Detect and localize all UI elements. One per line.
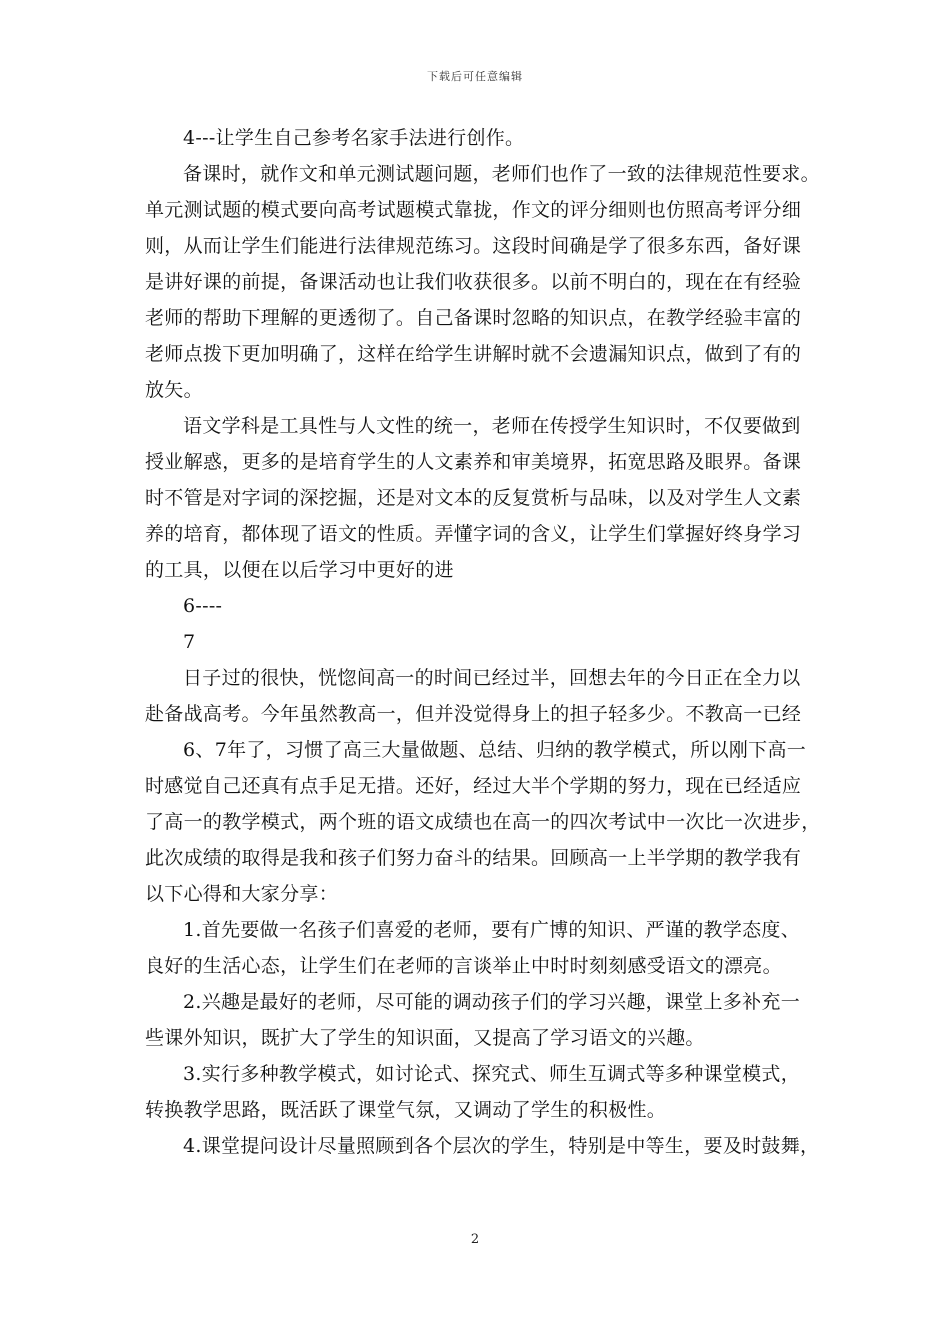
text-line: 此次成绩的取得是我和孩子们努力奋斗的结果。回顾高一上半学期的教学我有 <box>145 847 802 869</box>
text-line: 语文学科是工具性与人文性的统一，老师在传授学生知识时，不仅要做到 <box>183 415 801 437</box>
page-number: 2 <box>470 1232 480 1247</box>
text-line: 老师点拨下更加明确了，这样在给学生讲解时就不会遗漏知识点，做到了有的 <box>145 343 802 365</box>
text-line: 2.兴趣是最好的老师，尽可能的调动孩子们的学习兴趣，课堂上多补充一 <box>183 991 801 1013</box>
text-line: 时不管是对字词的深挖掘，还是对文本的反复赏析与品味，以及对学生人文素 <box>145 487 802 509</box>
text-line: 养的培育，都体现了语文的性质。弄懂字词的含义，让学生们掌握好终身学习 <box>145 523 802 545</box>
text-line: 4---让学生自己参考名家手法进行创作。 <box>183 127 525 149</box>
text-line: 赴备战高考。今年虽然教高一，但并没觉得身上的担子轻多少。不教高一已经 <box>145 703 802 725</box>
text-line: 良好的生活心态，让学生们在老师的言谈举止中时时刻刻感受语文的漂亮。 <box>145 955 782 977</box>
text-line: 的工具，以便在以后学习中更好的进 <box>145 559 454 581</box>
text-line: 是讲好课的前提，备课活动也让我们收获很多。以前不明白的，现在在有经验 <box>145 271 802 293</box>
text-line: 授业解惑，更多的是培育学生的人文素养和审美境界，拓宽思路及眼界。备课 <box>145 451 802 473</box>
text-line: 放矢。 <box>145 379 203 401</box>
text-line: 备课时，就作文和单元测试题问题，老师们也作了一致的法律规范性要求。 <box>183 163 820 185</box>
text-line: 些课外知识，既扩大了学生的知识面，又提高了学习语文的兴趣。 <box>145 1027 705 1049</box>
text-line: 以下心得和大家分享： <box>145 883 339 905</box>
text-line: 1.首先要做一名孩子们喜爱的老师，要有广博的知识、严谨的教学态度、 <box>183 919 801 941</box>
text-line: 4.课堂提问设计尽量照顾到各个层次的学生，特别是中等生，要及时鼓舞， <box>183 1135 820 1157</box>
text-line: 时感觉自己还真有点手足无措。还好，经过大半个学期的努力，现在已经适应 <box>145 775 802 797</box>
text-line: 6---- <box>183 595 223 617</box>
text-line: 转换教学思路，既活跃了课堂气氛，又调动了学生的积极性。 <box>145 1099 667 1121</box>
text-line: 3.实行多种教学模式，如讨论式、探究式、师生互调式等多种课堂模式， <box>183 1063 801 1085</box>
document-body <box>145 120 821 1164</box>
text-line: 日子过的很快，恍惚间高一的时间已经过半，回想去年的今日正在全力以 <box>183 667 801 689</box>
text-line: 7 <box>183 631 196 653</box>
page-header: 下载后可任意编辑 <box>427 70 523 83</box>
text-line: 了高一的教学模式，两个班的语文成绩也在高一的四次考试中一次比一次进步， <box>145 811 821 833</box>
text-line: 6、7年了，习惯了高三大量做题、总结、归纳的教学模式，所以刚下高一 <box>183 739 807 761</box>
text-line: 则，从而让学生们能进行法律规范练习。这段时间确是学了很多东西，备好课 <box>145 235 802 257</box>
text-line: 单元测试题的模式要向高考试题模式靠拢，作文的评分细则也仿照高考评分细 <box>145 199 802 221</box>
text-line: 老师的帮助下理解的更透彻了。自己备课时忽略的知识点，在教学经验丰富的 <box>145 307 802 329</box>
